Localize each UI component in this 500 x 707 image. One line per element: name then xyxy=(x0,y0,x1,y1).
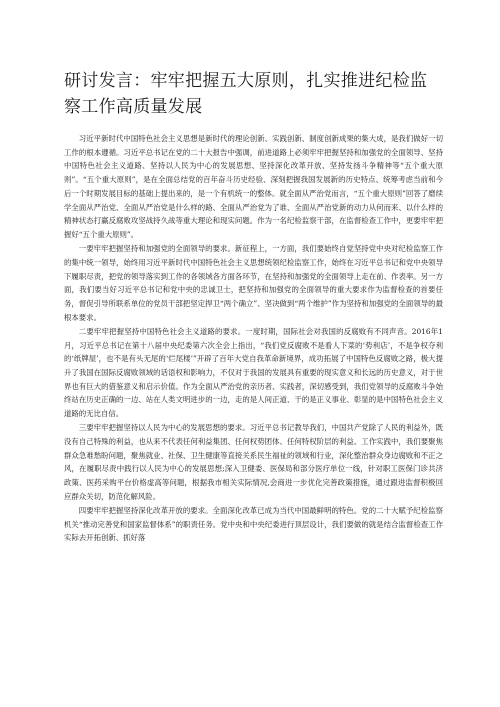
paragraph-intro: 习近平新时代中国特色社会主义思想是新时代的理论创新、实践创新、制度创新成果的集大成，是我们做好一切工作的根本遵循。习近平总书记在党的二十大报告中强调，前进道路上必须牢牢把握坚持和加强党的全面领导、坚持中国特色社会主义道路、坚持以人民为中心的发展思想、坚持深化改革开放、坚持发扬斗争精神等“五个重大原则”。“五个重大原则”，是在全面总结党的百年奋斗历史经验、深刻把握我国发展新的历史特点、统筹考虑当前和今后一个时期发展目标的基础上提出来的，是一个有机统一的整体。就全面从严治党而言，“五个重大原则”回答了磨续学全面从严治党、全面从严治党是什么样的路、全面从严治党为了谁、全面从严治党新的动力从何而来、以什么样的精神状态打赢反腐败攻坚战持久战等重大理论和现实问题。作为一名纪检监察干部，在监督检查工作中，更要牢牢把握好“五个重大原则”。 xyxy=(64,134,443,239)
paragraph-principle-4: 四要牢牢把握坚持深化改革开放的要求。全面深化改革已成为当代中国最鲜明的特色。党的二十大赋予纪检监察机关“推动完善党和国家监督体系”的职责任务。党中央和中央纪委进行顶层设计，我们要做的就是结合监督检查工作实际去开拓创新、抓好落 xyxy=(64,505,443,543)
paragraph-principle-2: 二要牢牢把握坚持中国特色社会主义道路的要求。一度时期，国际社会对我国的反腐败有不同声音。2016年1月，习近平总书记在第十八届中央纪委第六次全会上指出，“我们党反腐败不是看人下菜的‘势利店’，不是争权夺利的‘纸牌屋’，也不是有头无尾的‘烂尾楼’”开辟了百年大党自我革命新境界，成功拓展了中国特色反腐败之路，极大提升了我国在国际反腐败领域的话语权和影响力，不仅对于我国的发展具有重要的现实意义和长远的历史意义，对于世界也有巨大的借鉴意义和启示价值。作为全面从严治党的亲历者、实践者，深切感受到，我们党领导的反腐败斗争始终站在历史正确的一边、站在人类文明进步的一边，走的是人间正道、干的是正义事业、彰显的是中国特色社会主义道路的无比自信。 xyxy=(64,326,443,419)
paragraph-principle-1: 一要牢牢把握坚持和加强党的全面领导的要求。新征程上，一方面，我们要始终自觉坚持党中央对纪检监察工作的集中统一领导，始终用习近平新时代中国特色社会主义思想统领纪检监察工作，始终在习近平总书记和党中央领导下履职尽责，把党的领导落实到工作的各领域各方面各环节，在坚持和加强党的全面领导上走在前、作表率。另一方面，我们要当好习近平总书记和党中央的忠诚卫士，把坚持和加强党的全面领导的重大要求作为监督检查的首要任务，督促引导所联系单位的党员干部把坚定捍卫“两个确立”、坚决做到“两个维护”作为坚持和加强党的全面领导的最根本要求。 xyxy=(64,244,443,322)
document-title: 研讨发言：牢牢把握五大原则，扎实推进纪检监察工作高质量发展 xyxy=(64,71,428,117)
paragraph-principle-3: 三要牢牢把握坚持以人民为中心的发展思想的要求。习近平总书记教导我们，中国共产党除了人民的利益外，既没有自己特殊的利益，也从来不代表任何利益集团、任何权势团体、任何特权阶层的利益。工作实践中，我们要聚焦群众急难愁盼问题，聚焦就业、社保、卫生健康等直接关系民生福祉的领域和行业，深化整治群众身边腐败和不正之风，在履职尽责中践行以人民为中心的发展思想;深入卫健委、医保局和部分医疗单位一线，针对职工医保门诊共济政策、医药采购平台价格虚高等问题，根据我市相关实际情况,会商进一步优化完善政策措施，通过跟进监督积极回应群众关切，防范化解风险。 xyxy=(64,423,443,501)
